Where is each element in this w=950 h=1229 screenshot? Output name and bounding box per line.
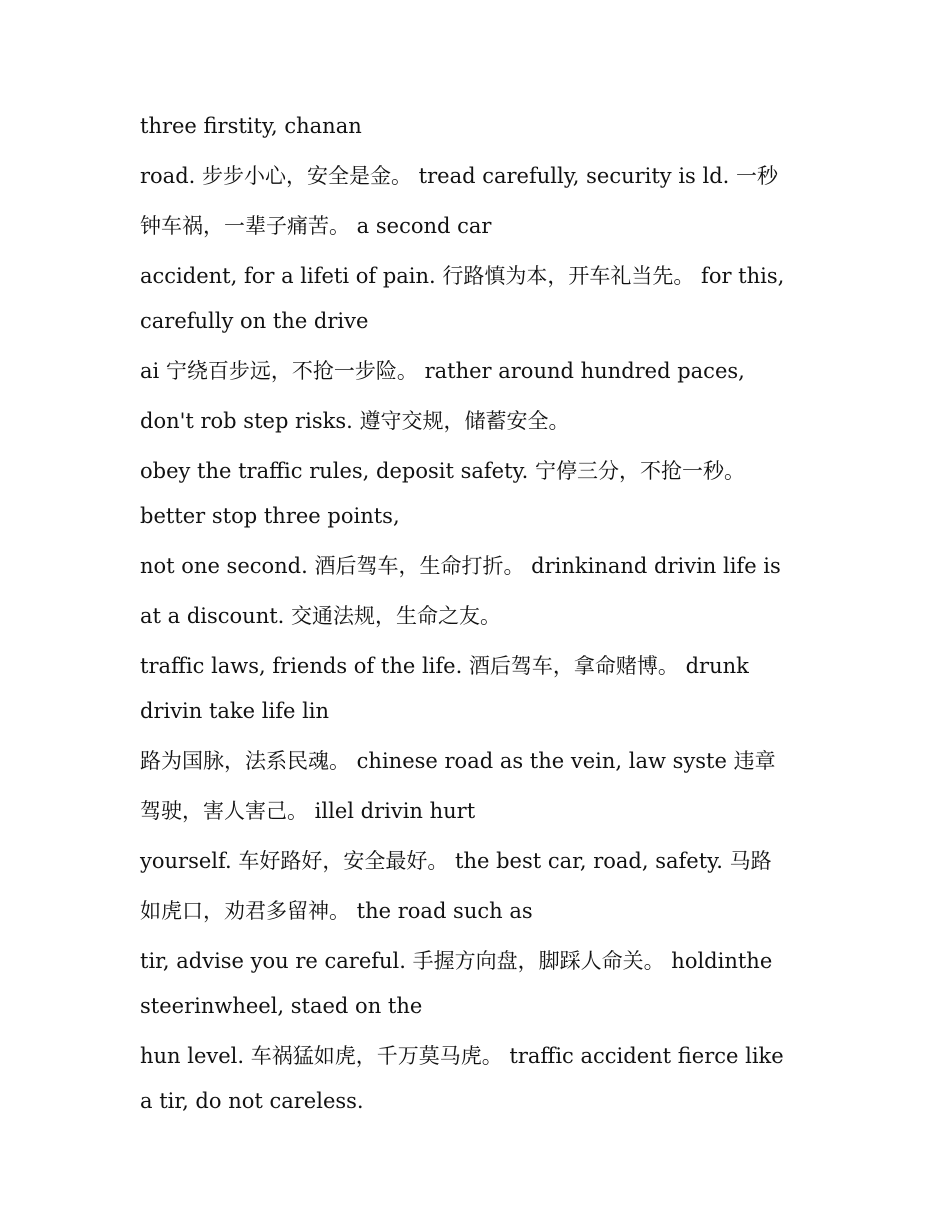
text-line: hun level. 车祸猛如虎，千万莫马虎。 traffic accident fierce like <box>140 1044 784 1068</box>
text-line: yourself. 车好路好，安全最好。 the best car, road, safety. 马路 <box>140 849 772 873</box>
text-line: don't rob step risks. 遵守交规，储蓄安全。 <box>140 409 570 433</box>
text-line: steerinwheel, staed on the <box>140 994 423 1018</box>
text-line: tir, advise you re careful. 手握方向盘，脚踩人命关。 holdinthe <box>140 949 773 973</box>
text-line: ai 宁绕百步远，不抢一步险。 rather around hundred paces, <box>140 359 745 383</box>
text-line: obey the traffic rules, deposit safety. 宁停三分，不抢一秒。 <box>140 459 745 483</box>
slogan-text-block <box>140 104 820 1124</box>
text-line: three firstity, chanan <box>140 114 362 138</box>
text-line: traffic laws, friends of the life. 酒后驾车，拿命赌博。 drunk <box>140 654 749 678</box>
text-line: 如虎口，劝君多留神。 the road such as <box>140 899 533 923</box>
text-line: 驾驶，害人害己。 illel drivin hurt <box>140 799 476 823</box>
text-line: 路为国脉，法系民魂。 chinese road as the vein, law syste 违章 <box>140 749 776 773</box>
text-line: drivin take life lin <box>140 699 330 723</box>
text-line: at a discount. 交通法规，生命之友。 <box>140 604 502 628</box>
text-line: accident, for a lifeti of pain. 行路慎为本，开车礼当先。 for this, <box>140 264 785 288</box>
text-line: road. 步步小心，安全是金。 tread carefully, security is ld. 一秒 <box>140 164 779 188</box>
text-line: better stop three points, <box>140 504 400 528</box>
text-line: a tir, do not careless. <box>140 1089 364 1113</box>
text-line: not one second. 酒后驾车，生命打折。 drinkinand drivin life is <box>140 554 781 578</box>
text-line: carefully on the drive <box>140 309 369 333</box>
text-line: 钟车祸，一辈子痛苦。 a second car <box>140 214 492 238</box>
